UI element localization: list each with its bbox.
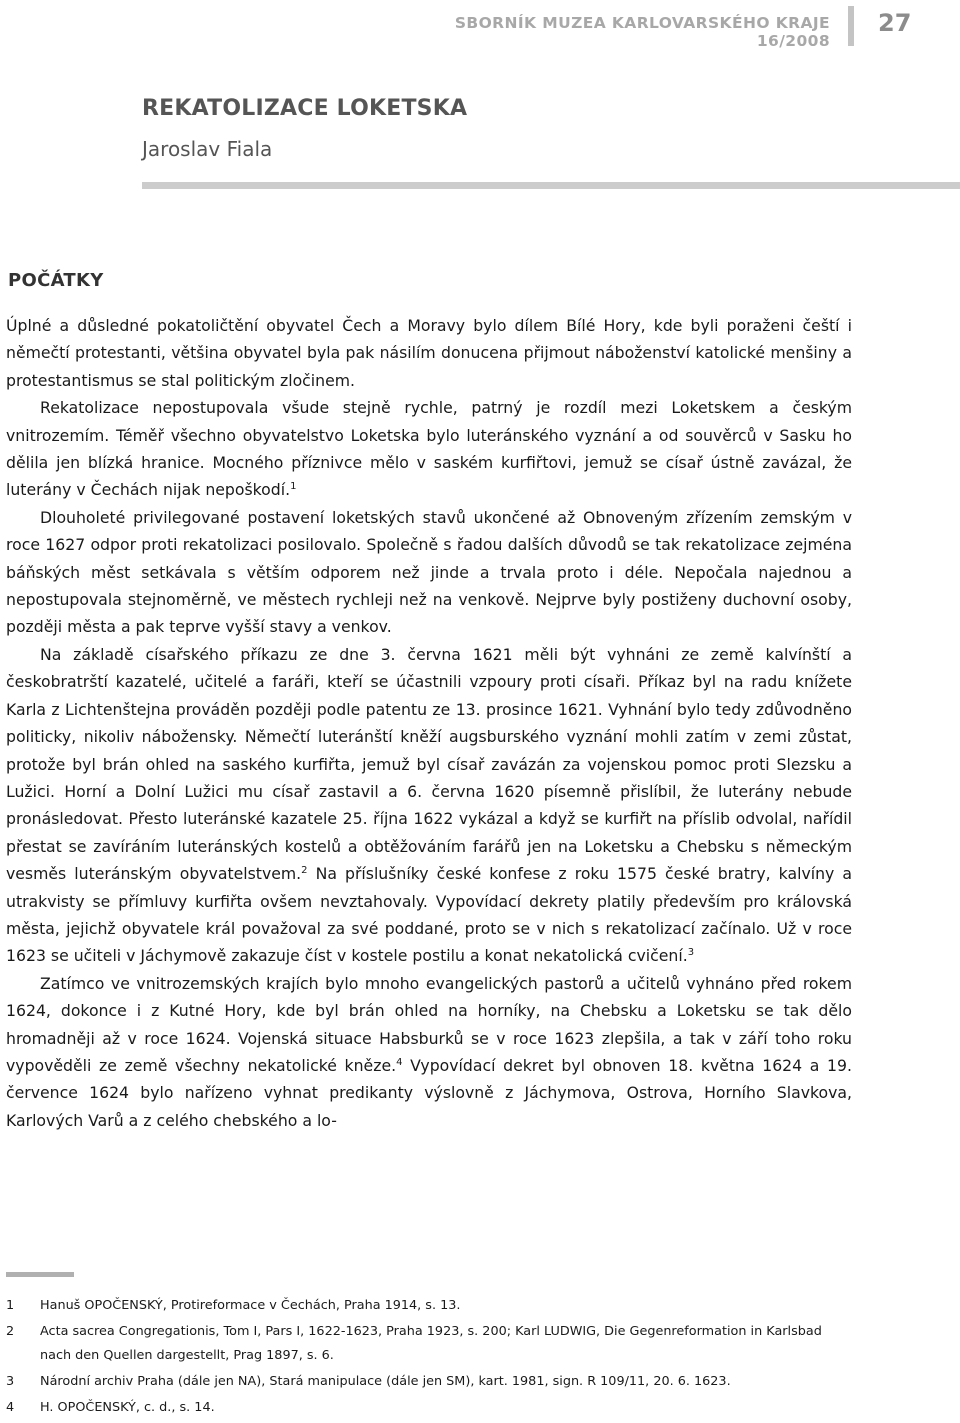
footnotes bbox=[6, 1294, 852, 1422]
paragraph-2: Rekatolizace nepostupovala všude stejně rychle, patrný je rozdíl mezi Loketskem a českým vnitrozemím. Téměř všechno obyvatelstvo Loketska bylo luteránského vyznání a od souvěrců v Sasku ho dělila jen blízká hranice. Mocného příznivce mělo v saském kurfiřtovi, jemuž se císař ústně zavázal, že luterány v Čechách nijak nepoškodí.$^1$ bbox=[6, 398, 852, 500]
article-body bbox=[6, 312, 852, 1134]
article-author: Jaroslav Fiala bbox=[142, 137, 273, 161]
footnote-text: Acta sacrea Congregationis, Tom I, Pars I, 1622-1623, Praha 1923, s. 200; Karl LUDWIG, Die Gegenreformation in Karlsbad nach den Quellen dargestellt, Prag 1897, s. 6. bbox=[40, 1324, 822, 1363]
footnote-number: 3 bbox=[6, 1374, 15, 1389]
footnote-item bbox=[6, 1294, 852, 1318]
page-number: 27 bbox=[878, 9, 912, 37]
footnote-text: H. OPOČENSKÝ, c. d., s. 14. bbox=[40, 1400, 215, 1415]
paragraph-5: Zatímco ve vnitrozemských krajích bylo mnoho evangelických pastorů a učitelů vyhnáno před rokem 1624, dokonce i z Kutné Hory, kde byl brán ohled na horníky, na Chebsku a Loketsku se tak dělo hromadněji až v roce 1624. Vojenská situace Habsburků se v roce 1623 zlepšila, a tak v září toho roku vypověděli ze země všechny nekatolické kněze.$^4$ Vypovídací dekret byl obnoven 18. května 1624 a 19. července 1624 bylo nařízeno vyhnat predikanty výslovně z Jáchymova, Ostrova, Horního Slavkova, Karlových Varů a z celého chebského a lo- bbox=[6, 973, 853, 1130]
paragraph-4: Na základě císařského příkazu ze dne 3. června 1621 měli být vyhnáni ze země kalvínští a českobratrští kazatelé, učitelé a faráři, kteří se účastnili vzpoury proti císaři. Příkaz byl na radu knížete Karla z Lichtenštejna prováděn později podle patentu ze 13. prosince 1621. Vyhnání bylo tedy zdůvodněno politicky, nikoliv nábožensky. Němečtí luteránští kněží augsburského vyznání mohli zatím v zemi zůstat, protože byl brán ohled na saského kurfiřta, jemuž byl císař zavázán za vojenskou pomoc proti Slezsku a Lužici. Horní a Dolní Lužici mu císař zastavil a 6. června 1620 písemně přislíbil, že luterány nebude pronásledovat. Přesto luteránské kazatele 25. října 1622 vykázal a když se kurfiřt na příslib odvolal, nařídil přestat se zavíráním luteránských kostelů a obtěžováním farářů jen na Loketsku a Chebsku s německým vesměs luteránským obyvatelstvem.$^2$ Na příslušníky české konfese z roku 1575 české bratry, kalvíny a utrakvisty se přímluvy kurfiřta ovšem nevztahovaly. Vypovídací dekrety platily především pro královská města, jejichž obyvatele král považoval za své poddané, proto se v nich s rekatolizací začínalo. Už v roce 1623 se učiteli v Jáchymově zakazuje číst v kostele postilu a konat nekatolická cvičení.$^3$ bbox=[6, 644, 852, 966]
footnote-number: 2 bbox=[6, 1324, 15, 1339]
footnote-ref-3[interactable]: 3 bbox=[687, 947, 695, 959]
footnote-item bbox=[6, 1396, 852, 1420]
footnote-ref-1[interactable]: 1 bbox=[290, 481, 297, 493]
paragraph-3: Dlouholeté privilegované postavení loketských stavů ukončené až Obnoveným zřízením zemským v roce 1627 odpor proti rekatolizaci posilovalo. Společně s řadou dalších důvodů se tak rekatolizace zejména báňských měst setkávala s větším odporem než jinde a trvala proto i déle. Nepočala najednou a nepostupovala stejnoměrně, ve městech rychleji než na venkově. Nejprve byly postiženy duchovní osoby, později města a pak teprve vyšší stavy a venkov. bbox=[6, 507, 852, 637]
footnote-ref-4[interactable]: 4 bbox=[396, 1056, 403, 1068]
footnote-text: Národní archiv Praha (dále jen NA), Stará manipulace (dále jen SM), kart. 1981, sign. R 109/11, 20. 6. 1623. bbox=[40, 1374, 731, 1389]
footnote-divider bbox=[6, 1272, 74, 1277]
footnote-number: 1 bbox=[6, 1298, 15, 1313]
header-divider bbox=[848, 6, 854, 46]
footnote-item bbox=[6, 1320, 852, 1368]
title-divider bbox=[142, 182, 960, 189]
paragraph-1: Úplné a důsledné pokatoličtění obyvatel Čech a Moravy bylo dílem Bílé Hory, kde byli poraženi čeští i němečtí protestanti, většina obyvatel byla pak násilím donucena přijmout náboženství katolické menšiny a protestantismus se stal politickým zločinem. bbox=[6, 316, 852, 390]
running-head-journal: SBORNÍK MUZEA KARLOVARSKÉHO KRAJE 16/2008 bbox=[454, 14, 830, 50]
section-heading: POČÁTKY bbox=[8, 270, 104, 291]
footnote-ref-2[interactable]: 2 bbox=[301, 865, 308, 877]
footnote-text: Hanuš OPOČENSKÝ, Protireformace v Čechách, Praha 1914, s. 13. bbox=[40, 1298, 461, 1313]
footnote-item bbox=[6, 1370, 852, 1394]
footnote-number: 4 bbox=[6, 1400, 15, 1415]
article-title: REKATOLIZACE LOKETSKA bbox=[142, 96, 468, 121]
